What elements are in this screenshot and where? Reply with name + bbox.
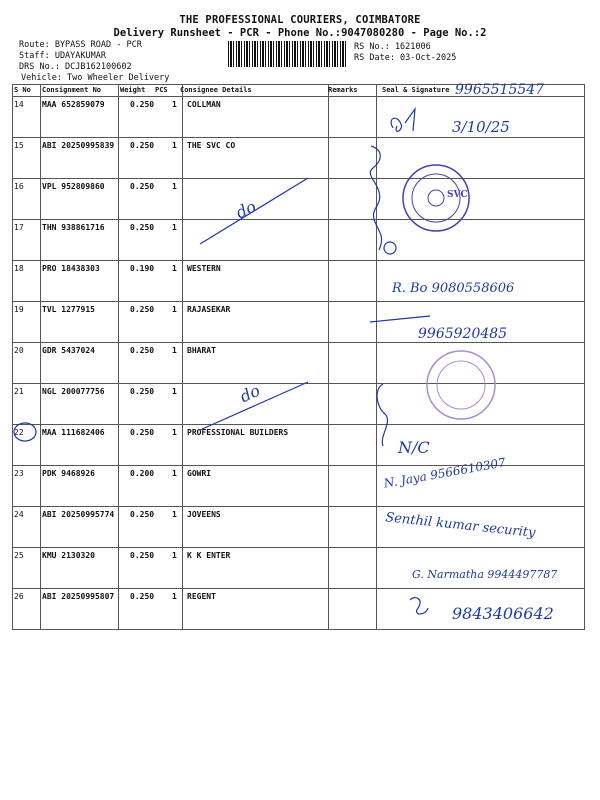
route-label: Route: BYPASS ROAD - PCR (19, 40, 142, 50)
col-sno: S No (14, 86, 31, 94)
hw-date-top: 3/10/25 (452, 118, 510, 136)
row-pcs: 1 (172, 551, 177, 560)
row-consignment: ABI 20250995807 (42, 592, 115, 601)
runsheet-title: Delivery Runsheet - PCR - Phone No.:9047080280 - Page No.:2 (113, 27, 487, 39)
col-pcs: PCS (155, 86, 168, 94)
row-weight: 0.250 (130, 387, 155, 396)
row-sno: 14 (14, 100, 24, 109)
hw-phone-top: 9965515547 (455, 82, 545, 98)
hw-row25: G. Narmatha 9944497787 (412, 568, 558, 581)
row-weight: 0.250 (130, 346, 155, 355)
row-sno: 18 (14, 264, 24, 273)
row-consignment: VPL 952809860 (42, 182, 105, 191)
row-sno: 21 (14, 387, 24, 396)
row-consignee: WESTERN (187, 264, 221, 273)
row-pcs: 1 (172, 141, 177, 150)
hw-ditto-21: do (236, 380, 263, 407)
row-consignment: PRO 18438303 (42, 264, 100, 273)
col-consignment: Consignment No (42, 86, 102, 94)
row-consignment: ABI 20250995839 (42, 141, 115, 150)
row-weight: 0.250 (130, 551, 155, 560)
row-consignment: ABI 20250995774 (42, 510, 115, 519)
hw-ditto-16: do (232, 196, 259, 223)
col-seal-signature: Seal & Signature (382, 86, 450, 94)
row-weight: 0.250 (130, 141, 155, 150)
row-weight: 0.250 (130, 305, 155, 314)
staff-label: Staff: UDAYAKUMAR (19, 51, 106, 61)
row-weight: 0.200 (130, 469, 155, 478)
row-pcs: 1 (172, 305, 177, 314)
row-consignment: MAA 111682406 (42, 428, 105, 437)
row-consignment: GDR 5437024 (42, 346, 95, 355)
row-weight: 0.250 (130, 592, 155, 601)
row-weight: 0.250 (130, 428, 155, 437)
row-consignment: NGL 200077756 (42, 387, 105, 396)
row-sno: 26 (14, 592, 24, 601)
row-pcs: 1 (172, 346, 177, 355)
row-sno: 25 (14, 551, 24, 560)
row-consignee: K K ENTER (187, 551, 231, 560)
hw-row24: Senthil kumar security (384, 510, 537, 541)
row-weight: 0.190 (130, 264, 155, 273)
hw-row23: N. Jaya 9566610307 (382, 455, 507, 491)
vehicle-label: Vehicle: Two Wheeler Delivery (21, 73, 170, 83)
barcode (228, 41, 348, 67)
row-consignee: BHARAT (187, 346, 216, 355)
row-pcs: 1 (172, 428, 177, 437)
row-consignee: JOVEENS (187, 510, 221, 519)
row-sno: 22 (14, 428, 24, 437)
col-weight: Weight (120, 86, 146, 94)
row-consignee: THE SVC CO (187, 141, 236, 150)
row-sno: 16 (14, 182, 24, 191)
hw-row26: 9843406642 (452, 604, 554, 623)
row-pcs: 1 (172, 182, 177, 191)
row-consignment: MAA 652859079 (42, 100, 105, 109)
drs-label: DRS No.: DCJB162100602 (19, 62, 132, 72)
row-pcs: 1 (172, 592, 177, 601)
company-title: THE PROFESSIONAL COURIERS, COIMBATORE (179, 14, 421, 26)
row-pcs: 1 (172, 387, 177, 396)
row-weight: 0.250 (130, 182, 155, 191)
rs-date: RS Date: 03-Oct-2025 (354, 53, 457, 63)
row-consignment: THN 938861716 (42, 223, 105, 232)
row-weight: 0.250 (130, 100, 155, 109)
row-weight: 0.250 (130, 223, 155, 232)
runsheet-table (12, 84, 585, 630)
row-sno: 17 (14, 223, 24, 232)
row-sno: 15 (14, 141, 24, 150)
row-sno: 24 (14, 510, 24, 519)
row-consignee: RAJASEKAR (187, 305, 231, 314)
row-sno: 23 (14, 469, 24, 478)
col-remarks: Remarks (328, 86, 358, 94)
row-pcs: 1 (172, 100, 177, 109)
hw-row18: R. Bo 9080558606 (392, 281, 515, 296)
col-consignee: Consignee Details (180, 86, 252, 94)
row-pcs: 1 (172, 223, 177, 232)
row-pcs: 1 (172, 469, 177, 478)
row-consignee: PROFESSIONAL BUILDERS (187, 428, 289, 437)
row-sno: 20 (14, 346, 24, 355)
row-pcs: 1 (172, 510, 177, 519)
rs-number: RS No.: 1621006 (354, 42, 431, 52)
row-pcs: 1 (172, 264, 177, 273)
hw-stamp-text: SVC (447, 190, 468, 200)
row-consignment: KMU 2130320 (42, 551, 95, 560)
row-consignee: REGENT (187, 592, 216, 601)
hw-nc: N/C (398, 438, 430, 457)
row-sno: 19 (14, 305, 24, 314)
row-weight: 0.250 (130, 510, 155, 519)
hw-row19: 9965920485 (418, 326, 508, 342)
row-consignee: GOWRI (187, 469, 212, 478)
row-consignee: COLLMAN (187, 100, 221, 109)
row-consignment: TVL 1277915 (42, 305, 95, 314)
row-consignment: PDK 9468926 (42, 469, 95, 478)
